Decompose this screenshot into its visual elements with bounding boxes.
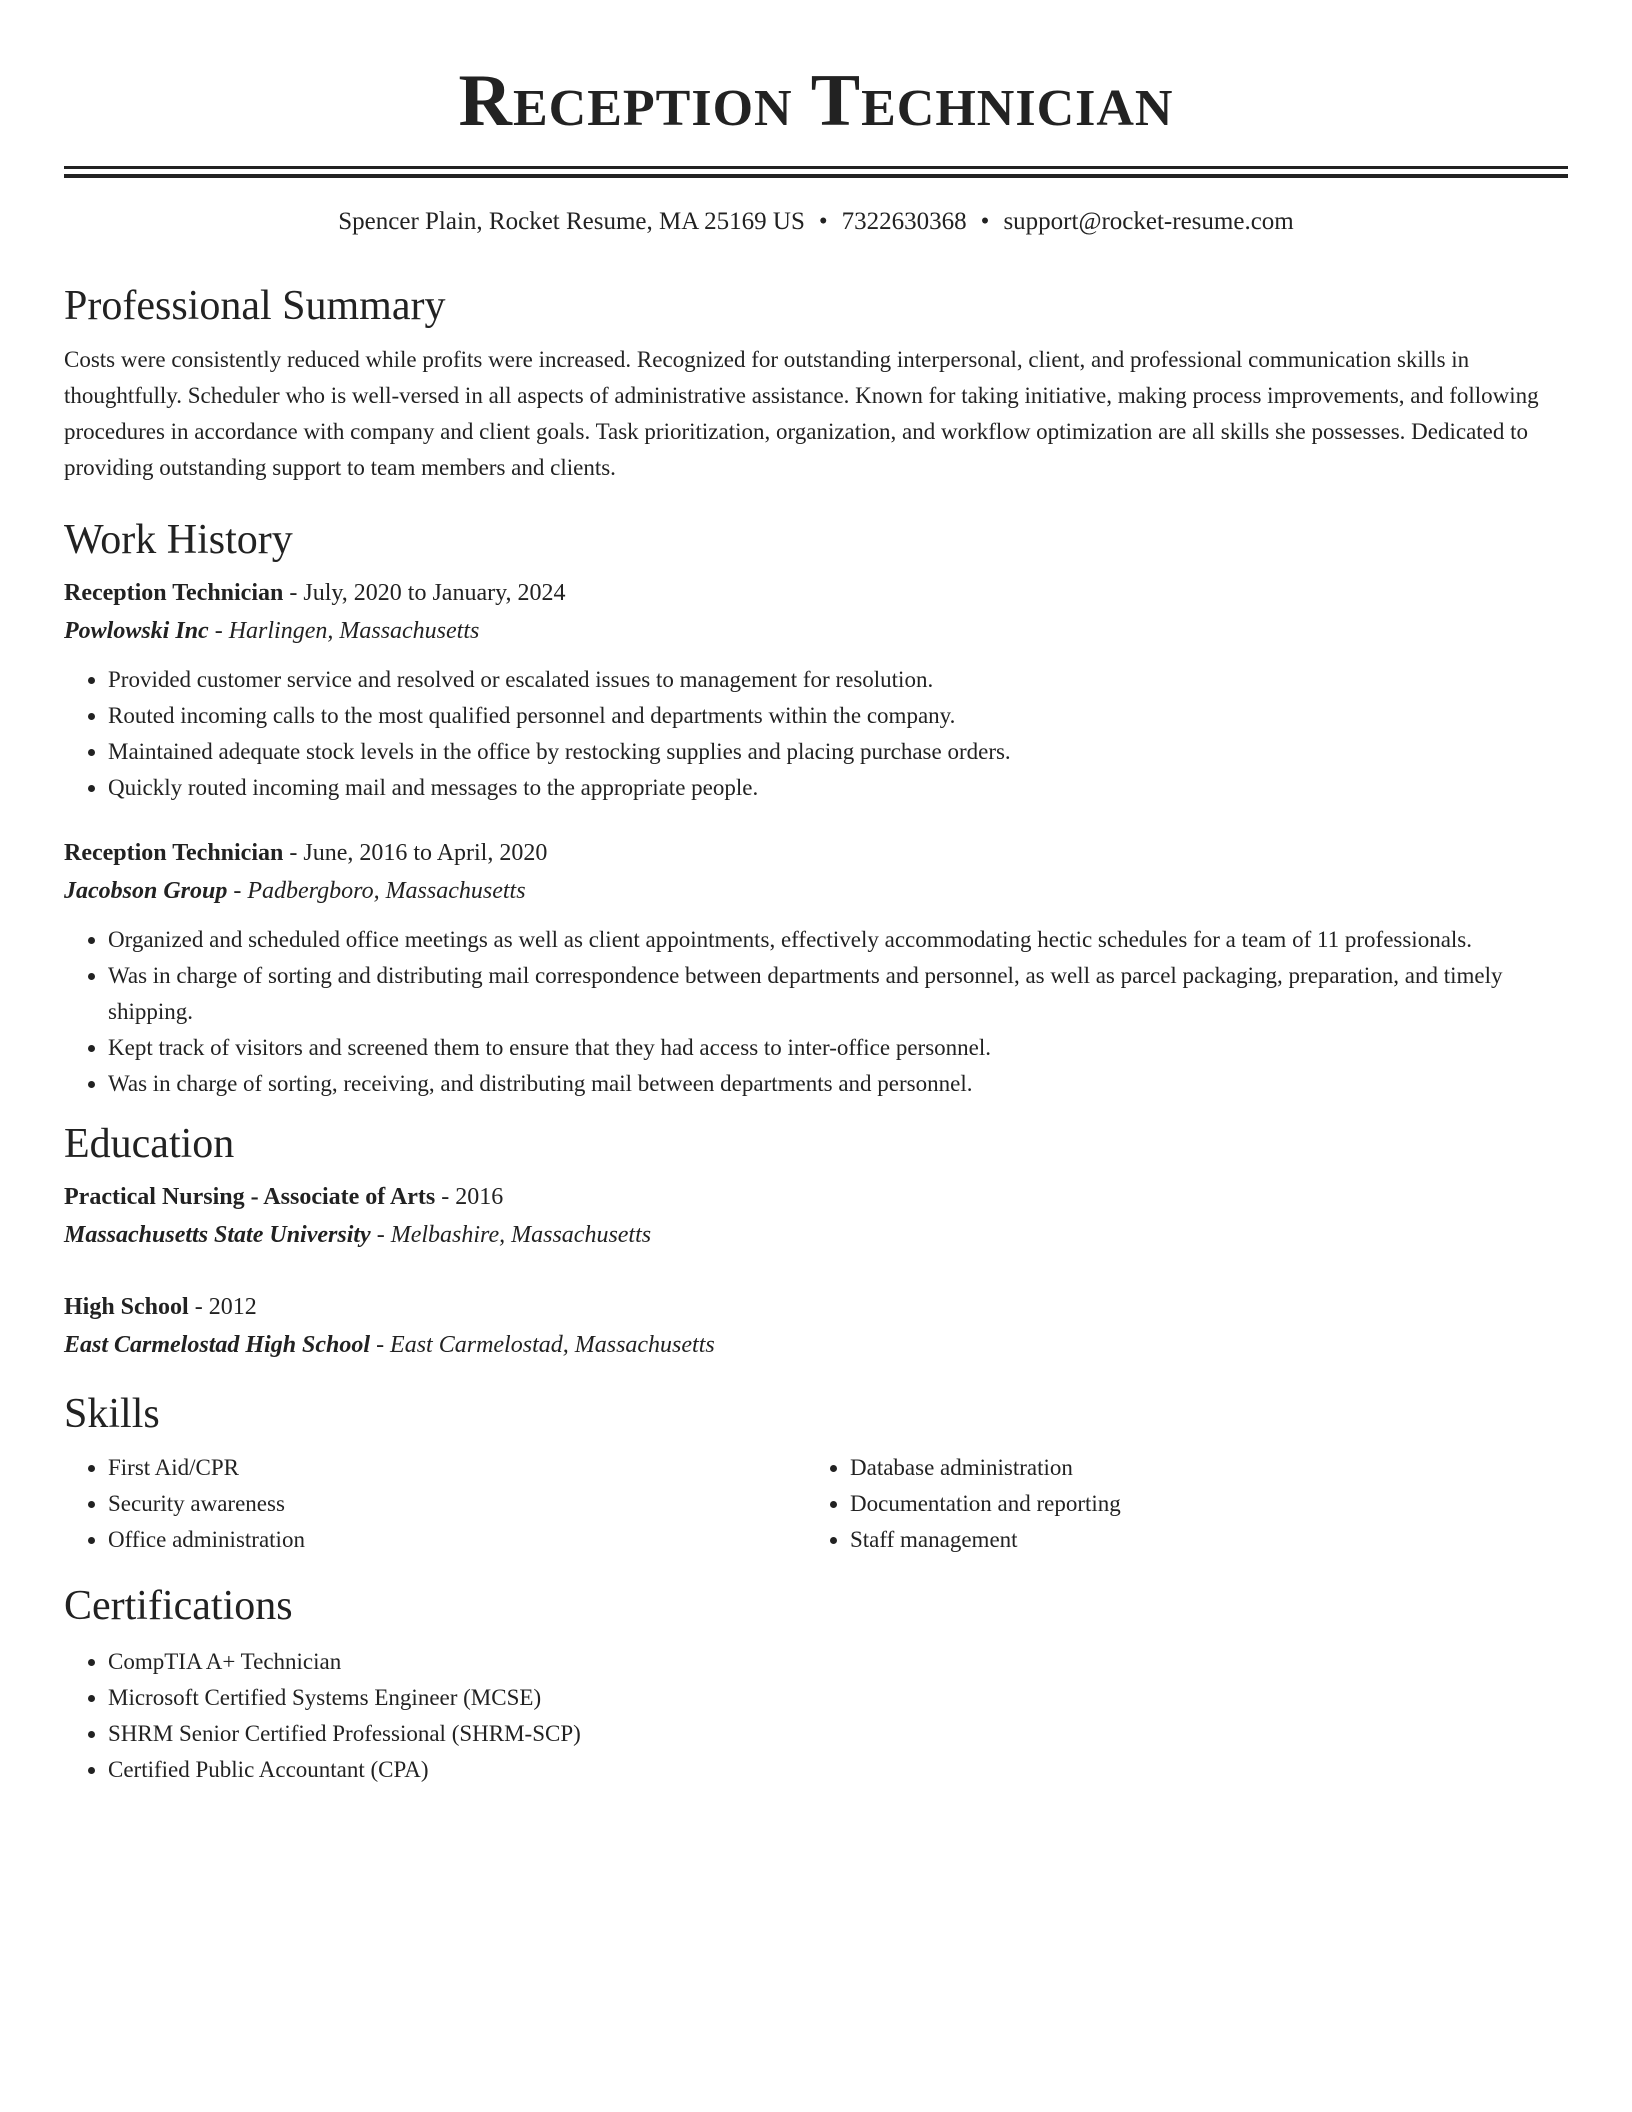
job-dates: - July, 2020 to January, 2024 — [283, 580, 566, 606]
job-bullets — [64, 662, 1568, 806]
section-title-skills: Skills — [64, 1391, 160, 1437]
list-item: • SHRM Senior Certified Professional (SHRM-SCP) — [108, 1716, 1568, 1752]
education-degree: High School — [64, 1294, 189, 1320]
education-degree: Practical Nursing - Associate of Arts — [64, 1184, 436, 1210]
education-school: Massachusetts State University — [64, 1222, 371, 1248]
contact-address: Spencer Plain, Rocket Resume, MA 25169 US — [338, 208, 805, 235]
list-item: • Quickly routed incoming mail and messages to the appropriate people. — [108, 770, 1568, 806]
job-entry — [64, 574, 1568, 806]
list-item: • Maintained adequate stock levels in the office by restocking supplies and placing purchase orders. — [108, 734, 1568, 770]
skills-grid — [64, 1450, 1568, 1558]
list-item: • Certified Public Accountant (CPA) — [108, 1752, 1568, 1788]
list-item: • Was in charge of sorting and distributing mail correspondence between departments and personnel, as well as parcel packaging, preparation, and timely shipping. — [108, 958, 1568, 1030]
education-location: - East Carmelostad, Massachusetts — [370, 1332, 715, 1358]
job-location: - Harlingen, Massachusetts — [208, 618, 480, 644]
contact-phone[interactable]: 7322630368 — [841, 208, 967, 235]
contact-email[interactable]: support@rocket-resume.com — [1003, 208, 1294, 235]
resume-name: Reception Technician — [458, 60, 1174, 142]
certifications-list — [64, 1644, 1568, 1788]
header-divider — [64, 166, 1568, 178]
education-school-line — [64, 1326, 1568, 1364]
education-location: - Melbashire, Massachusetts — [370, 1222, 652, 1248]
list-item: • Documentation and reporting — [850, 1486, 1548, 1522]
education-entry — [64, 1178, 1568, 1254]
job-location: - Padbergboro, Massachusetts — [227, 878, 526, 904]
list-item: • Provided customer service and resolved or escalated issues to management for resolution. — [108, 662, 1568, 698]
job-entry — [64, 834, 1568, 1102]
job-role: Reception Technician — [64, 580, 284, 606]
education-year: - 2016 — [435, 1184, 504, 1210]
section-title-education: Education — [64, 1121, 235, 1167]
contact-line — [64, 206, 1568, 238]
list-item: • CompTIA A+ Technician — [108, 1644, 1568, 1680]
education-school: East Carmelostad High School — [64, 1332, 371, 1358]
list-item: • Staff management — [850, 1522, 1548, 1558]
list-item: • Organized and scheduled office meetings as well as client appointments, effectively accommodating hectic schedules for a team of 11 professionals. — [108, 922, 1568, 958]
contact-separator: • — [980, 208, 990, 235]
skills-list — [806, 1450, 1548, 1558]
section-title-certifications: Certifications — [64, 1583, 293, 1629]
job-dates: - June, 2016 to April, 2020 — [283, 840, 548, 866]
list-item: • Routed incoming calls to the most qualified personnel and departments within the company. — [108, 698, 1568, 734]
section-title-summary: Professional Summary — [64, 283, 446, 329]
list-item: • Office administration — [108, 1522, 806, 1558]
list-item: • Was in charge of sorting, receiving, and distributing mail between departments and personnel. — [108, 1066, 1568, 1102]
job-heading — [64, 834, 1568, 872]
contact-separator: • — [818, 208, 828, 235]
list-item: • Security awareness — [108, 1486, 806, 1522]
section-title-work-history: Work History — [64, 517, 293, 563]
summary-text: Costs were consistently reduced while profits were increased. Recognized for outstanding interpersonal, client, and professional communication skills in thoughtfully. Scheduler who is well-versed in all aspects of administrative assistance. Known for taking initiative, making process improvements, and following procedures in accordance with company and client goals. Task prioritization, organization, and workflow optimization are all skills she possesses. Dedicated to providing outstanding support to team members and clients. — [64, 347, 1539, 480]
list-item: • Microsoft Certified Systems Engineer (MCSE) — [108, 1680, 1568, 1716]
list-item: • Database administration — [850, 1450, 1548, 1486]
education-school-line — [64, 1216, 1568, 1254]
education-entry — [64, 1288, 1568, 1364]
list-item: • First Aid/CPR — [108, 1450, 806, 1486]
job-employer — [64, 612, 1568, 650]
list-item: • Kept track of visitors and screened them to ensure that they had access to inter-office personnel. — [108, 1030, 1568, 1066]
education-heading — [64, 1288, 1568, 1326]
education-heading — [64, 1178, 1568, 1216]
job-bullets — [64, 922, 1568, 1102]
skills-column-left — [64, 1450, 806, 1558]
job-company: Powlowski Inc — [64, 618, 209, 644]
education-year: - 2012 — [188, 1294, 257, 1320]
job-role: Reception Technician — [64, 840, 284, 866]
job-employer — [64, 872, 1568, 910]
skills-column-right — [806, 1450, 1548, 1558]
skills-list — [64, 1450, 806, 1558]
job-company: Jacobson Group — [64, 878, 228, 904]
job-heading — [64, 574, 1568, 612]
resume-page — [64, 0, 1568, 1788]
